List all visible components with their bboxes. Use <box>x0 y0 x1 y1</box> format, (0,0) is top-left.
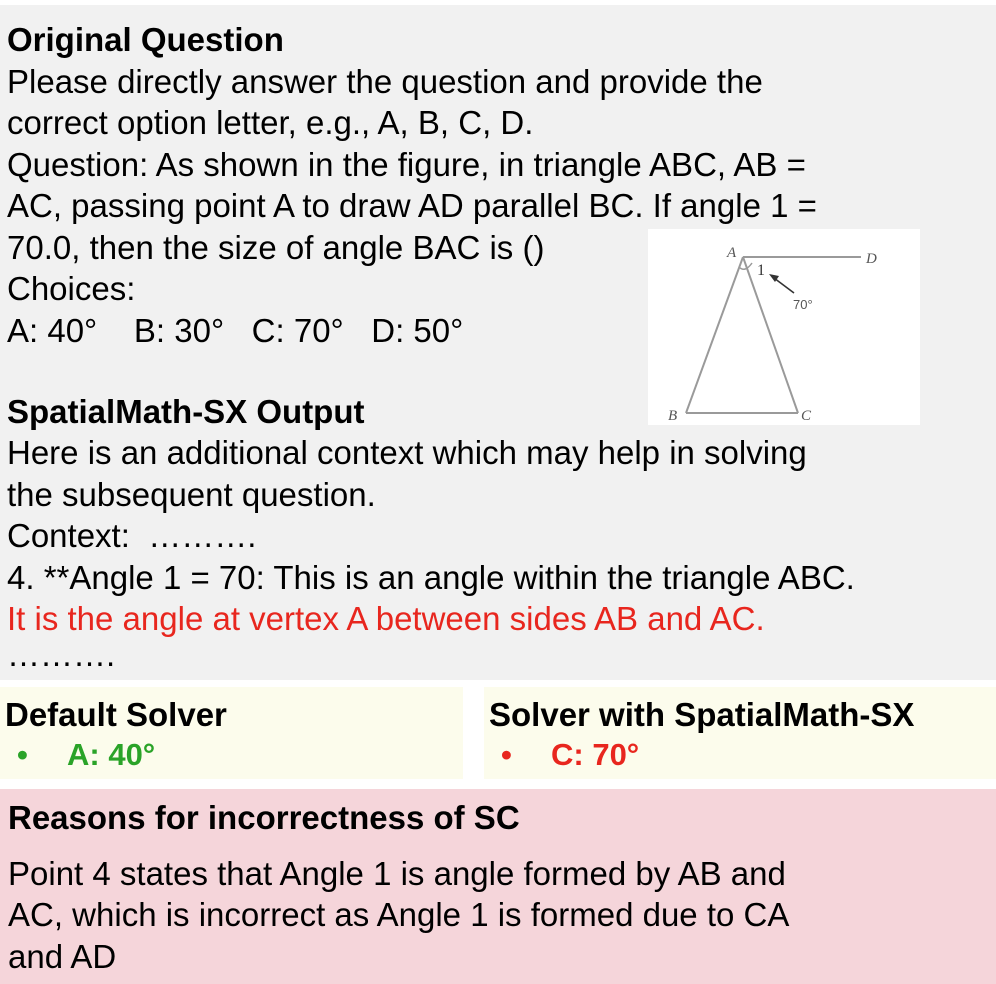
default-solver-panel <box>0 687 463 779</box>
label-d: D <box>866 251 877 267</box>
output-line: Here is an additional context which may help in solving <box>7 434 807 471</box>
reasons-line: Point 4 states that Angle 1 is angle formed by AB and <box>8 855 786 892</box>
reasons-title: Reasons for incorrectness of SC <box>8 799 520 836</box>
output-line: 4. **Angle 1 = 70: This is an angle within the triangle ABC. <box>7 559 855 596</box>
question-line: Please directly answer the question and provide the <box>7 63 763 100</box>
default-solver-answer <box>17 735 155 775</box>
sx-solver-answer <box>501 735 639 775</box>
question-line: 70.0, then the size of angle BAC is () <box>7 229 545 266</box>
highlighted-error-line: It is the angle at vertex A between sides AB and AC. <box>7 600 765 637</box>
triangle-diagram <box>648 229 920 425</box>
side-ab <box>686 257 743 413</box>
reasons-line: and AD <box>8 938 117 975</box>
sx-solver-panel <box>484 687 996 779</box>
label-a: A <box>727 245 737 261</box>
sx-solver-title: Solver with SpatialMath-SX <box>489 696 915 733</box>
label-angle-1: 1 <box>757 262 765 279</box>
output-title: SpatialMath-SX Output <box>7 393 365 430</box>
bullet: • <box>17 737 28 772</box>
default-solver-answer-text: A: 40° <box>67 737 156 772</box>
label-c: C <box>801 408 812 424</box>
bullet: • <box>501 737 512 772</box>
question-line: correct option letter, e.g., A, B, C, D. <box>7 104 534 141</box>
side-ac <box>743 257 798 413</box>
label-b: B <box>668 408 678 424</box>
context-label: Context: ………. <box>7 517 257 554</box>
angle-arrow <box>774 278 794 293</box>
reasons-panel <box>0 789 996 984</box>
default-solver-title: Default Solver <box>5 696 227 733</box>
choices-label: Choices: <box>7 270 136 307</box>
sx-solver-answer-text: C: 70° <box>551 737 640 772</box>
original-question-title: Original Question <box>7 21 284 58</box>
question-line: Question: As shown in the figure, in triangle ABC, AB = <box>7 146 806 183</box>
output-line: the subsequent question. <box>7 476 376 513</box>
triangle-figure <box>648 229 920 425</box>
reasons-line: AC, which is incorrect as Angle 1 is formed due to CA <box>8 896 790 933</box>
ellipsis-line: ………. <box>7 636 116 673</box>
label-70-degrees: 70° <box>793 297 813 312</box>
question-line: AC, passing point A to draw AD parallel BC. If angle 1 = <box>7 187 817 224</box>
choices-list: A: 40° B: 30° C: 70° D: 50° <box>7 312 464 349</box>
